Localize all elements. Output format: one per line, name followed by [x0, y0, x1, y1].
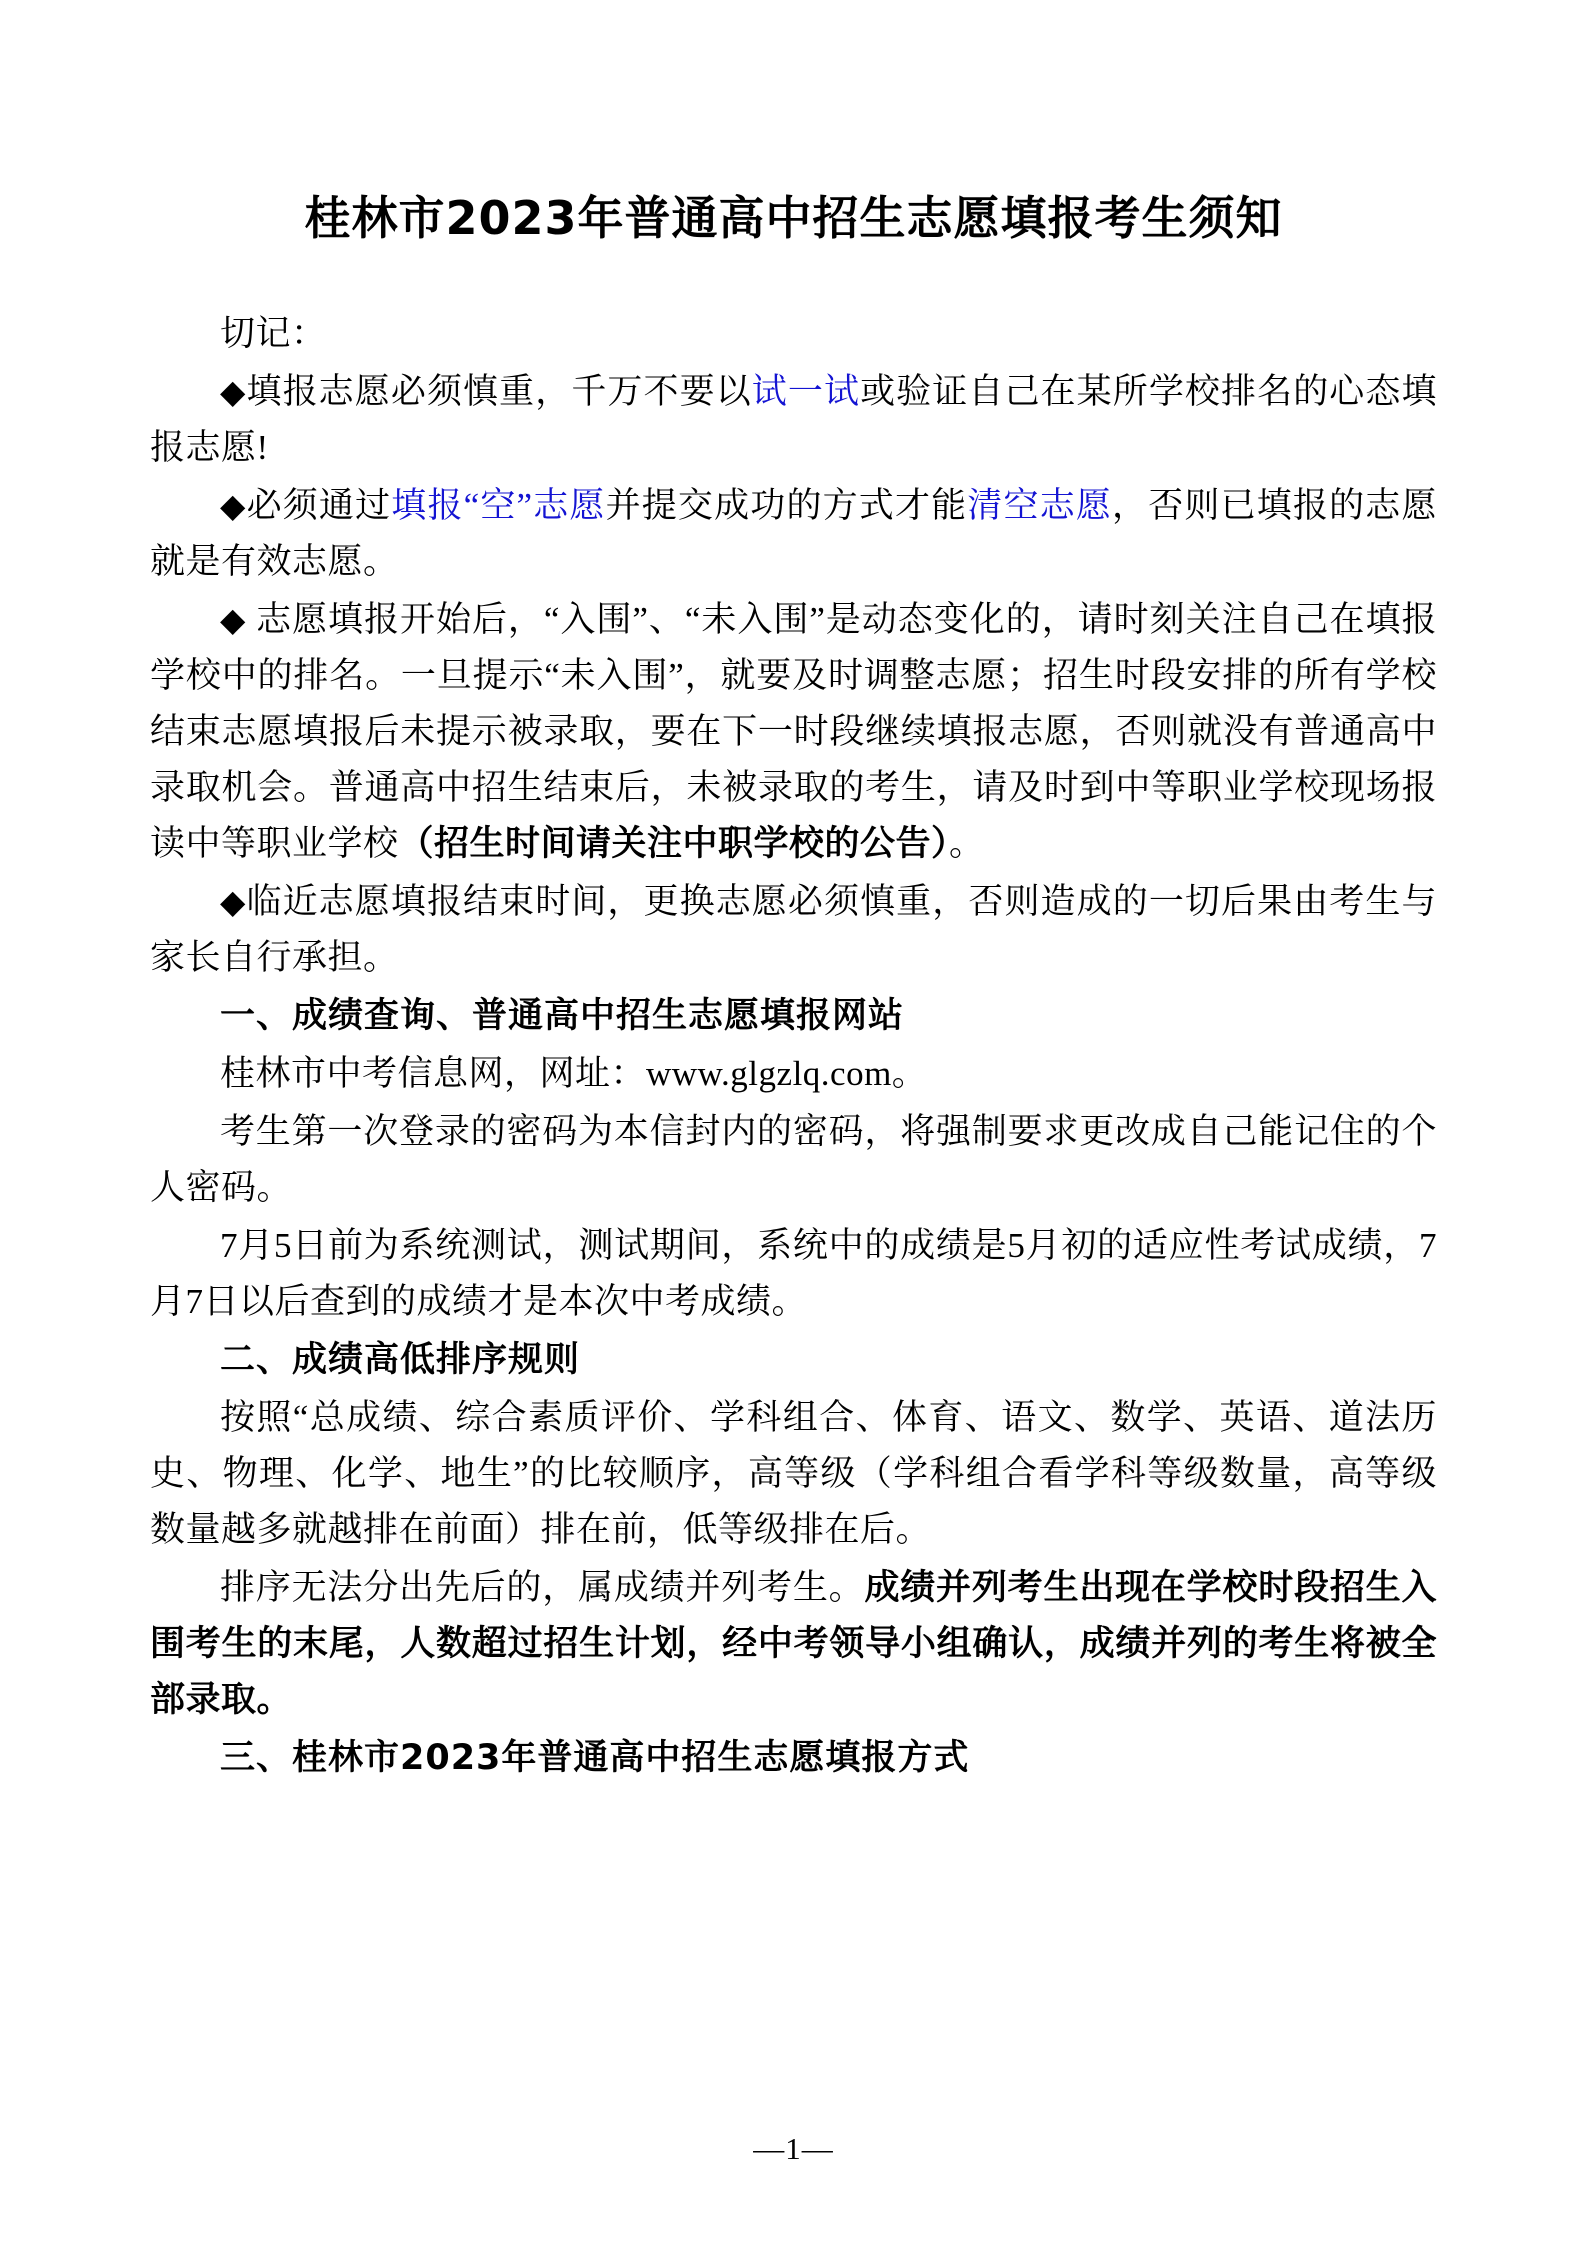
paragraph	[150, 364, 1437, 476]
text-run: 试一试	[751, 371, 861, 411]
text-run: 填报志愿必须慎重，千万不要以	[246, 371, 752, 411]
text-run: 或验证自己在某所学校排名的心态填报志愿!	[150, 371, 1437, 467]
text-run: 志愿填报开始后，“入围”、“未入围”是动态变化的，请时刻关注自己在填报学校中的排名。一旦提示“未入围”，就要及时调整志愿；招生时段安排的所有学校结束志愿填报后未提示被录取，要在下一时段继续填报志愿，否则就没有普通高中录取机会。普通高中招生结束后，未被录取的考生，请及时到中等职业学校现场报读中等职业学校	[150, 599, 1437, 863]
text-run: 并提交成功的方式才能	[605, 485, 968, 525]
paragraph	[150, 1218, 1437, 1330]
section-heading	[150, 1332, 1437, 1388]
text-run: 一、成绩查询、普通高中招生志愿填报网站	[220, 995, 905, 1036]
text-run: 二、成绩高低排序规则	[220, 1339, 581, 1380]
text-run: 切记：	[220, 313, 327, 353]
page-number: —1—	[753, 2131, 834, 2166]
text-run: 成绩并列考生出现在学校时段招生入围考生的末尾，人数超过招生计划，经中考领导小组确认，成绩并列的考生将被全部录取。	[150, 1567, 1437, 1720]
text-run: 按照“总成绩、综合素质评价、学科组合、体育、语文、数学、英语、道法历史、物理、化学、地生”的比较顺序，高等级（学科组合看学科等级数量，高等级数量越多就越排在前面）排在前，低等级排在后。	[150, 1397, 1437, 1549]
text-run: 考生第一次登录的密码为本信封内的密码，将强制要求更改成自己能记住的个人密码。	[150, 1111, 1437, 1207]
paragraph	[150, 1046, 1437, 1102]
paragraph	[150, 478, 1437, 590]
diamond-bullet-icon: ◆	[220, 884, 247, 921]
text-run: 排序无法分出先后的，属成绩并列考生。	[220, 1567, 865, 1607]
document-body	[150, 306, 1437, 1786]
paragraph	[150, 592, 1437, 872]
text-run: 临近志愿填报结束时间，更换志愿必须慎重，否则造成的一切后果由考生与家长自行承担。	[150, 881, 1437, 977]
text-run: 桂林市中考信息网，网址：www.glgzlq.com。	[220, 1053, 928, 1093]
text-run: 。	[949, 823, 985, 863]
text-run: 填报“空”志愿	[391, 485, 606, 525]
text-run: 清空志愿	[967, 485, 1113, 525]
text-run: （招生时间请关注中职学校的公告）	[398, 823, 950, 864]
diamond-bullet-icon: ◆	[220, 602, 247, 639]
text-run: 必须通过	[246, 485, 392, 525]
paragraph	[150, 1104, 1437, 1216]
paragraph	[150, 874, 1437, 986]
text-run: 三、桂林市2023年普通高中招生志愿填报方式	[220, 1737, 970, 1778]
page-title: 桂林市2023年普通高中招生志愿填报考生须知	[304, 191, 1283, 245]
paragraph	[150, 1390, 1437, 1558]
diamond-bullet-icon: ◆	[220, 488, 247, 525]
section-heading	[150, 988, 1437, 1044]
paragraph	[150, 306, 1437, 362]
diamond-bullet-icon: ◆	[220, 374, 247, 411]
text-run: 7月5日前为系统测试，测试期间，系统中的成绩是5月初的适应性考试成绩，7月7日以后查到的成绩才是本次中考成绩。	[150, 1225, 1437, 1321]
section-heading	[150, 1730, 1437, 1786]
paragraph	[150, 1560, 1437, 1728]
text-run: ，否则已填报的志愿就是有效志愿。	[150, 485, 1437, 581]
